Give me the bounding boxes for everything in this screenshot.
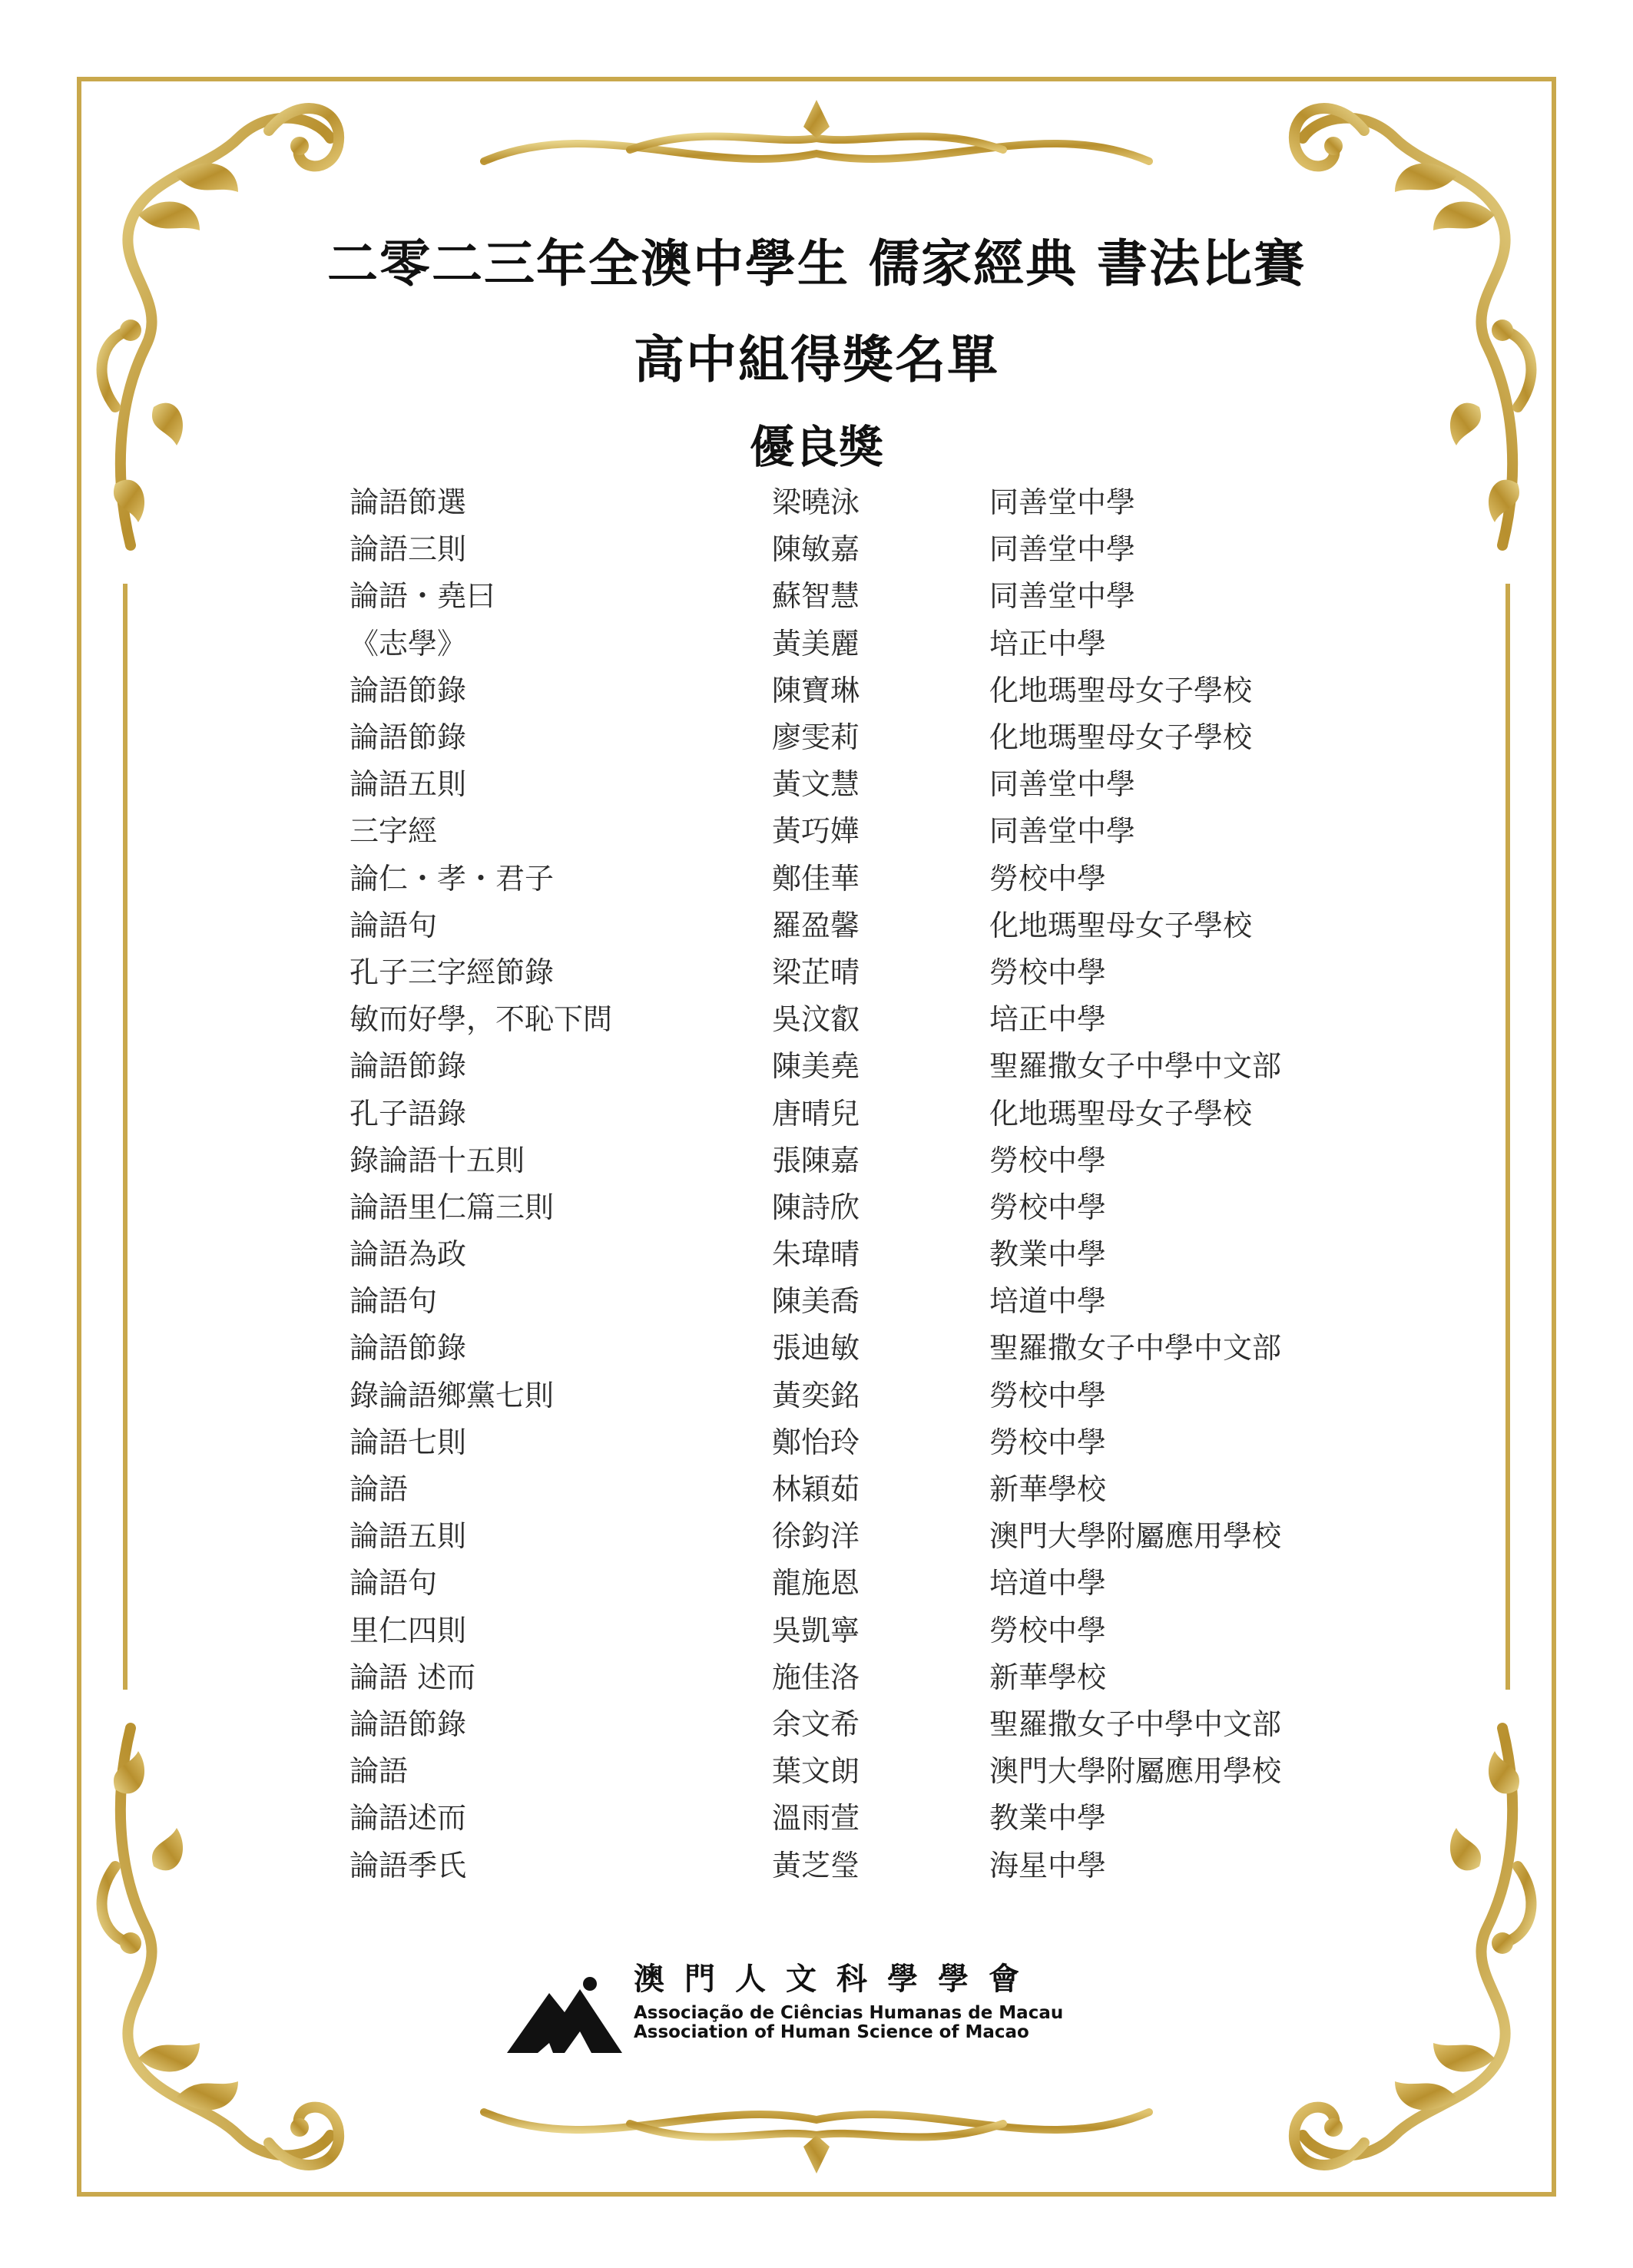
awardee-row bbox=[349, 1792, 1348, 1839]
work-title: 論語句 bbox=[349, 1284, 438, 1319]
work-title: 論語 bbox=[349, 1472, 409, 1507]
student-name: 梁曉泳 bbox=[772, 485, 860, 520]
school-name: 化地瑪聖母女子學校 bbox=[989, 1096, 1253, 1131]
work-title: 論語句 bbox=[349, 1566, 438, 1601]
work-title: 論語為政 bbox=[349, 1237, 467, 1272]
work-title: 論語節錄 bbox=[349, 673, 467, 707]
work-title: 《志學》 bbox=[349, 626, 467, 661]
school-name: 勞校中學 bbox=[989, 1425, 1107, 1459]
work-title: 三字經 bbox=[349, 814, 438, 849]
awardee-row bbox=[349, 1604, 1348, 1651]
student-name: 林穎茹 bbox=[772, 1472, 860, 1507]
student-name: 陳寶琳 bbox=[772, 673, 860, 707]
student-name: 唐晴兒 bbox=[772, 1096, 860, 1131]
top-center-flourish bbox=[476, 92, 1157, 184]
student-name: 陳敏嘉 bbox=[772, 532, 860, 567]
mountain-icon bbox=[507, 1970, 622, 2054]
awardee-row bbox=[349, 523, 1348, 570]
organization-logo bbox=[507, 1955, 1121, 2062]
school-name: 同善堂中學 bbox=[989, 579, 1136, 614]
school-name: 新華學校 bbox=[989, 1472, 1107, 1507]
school-name: 勞校中學 bbox=[989, 1143, 1107, 1177]
awardee-row bbox=[349, 476, 1348, 523]
awardee-row bbox=[349, 1322, 1348, 1369]
student-name: 鄭佳華 bbox=[772, 861, 860, 896]
awardee-row bbox=[349, 1416, 1348, 1463]
student-name: 葉文朗 bbox=[772, 1754, 860, 1789]
work-title: 論語節錄 bbox=[349, 1049, 467, 1084]
school-name: 同善堂中學 bbox=[989, 767, 1136, 802]
student-name: 余文希 bbox=[772, 1707, 860, 1741]
school-name: 化地瑪聖母女子學校 bbox=[989, 720, 1253, 755]
awardee-row bbox=[349, 1181, 1348, 1228]
school-name: 海星中學 bbox=[989, 1848, 1107, 1882]
student-name: 朱瑋晴 bbox=[772, 1237, 860, 1272]
awardee-row bbox=[349, 946, 1348, 993]
awardee-row bbox=[349, 1228, 1348, 1275]
student-name: 廖雯莉 bbox=[772, 720, 860, 755]
awardee-row bbox=[349, 1275, 1348, 1322]
awardee-row bbox=[349, 1463, 1348, 1510]
awardee-row bbox=[349, 1510, 1348, 1557]
student-name: 吳凱寧 bbox=[772, 1613, 860, 1647]
work-title: 錄論語十五則 bbox=[349, 1143, 525, 1177]
school-name: 澳門大學附屬應用學校 bbox=[989, 1519, 1282, 1554]
student-name: 施佳洛 bbox=[772, 1660, 860, 1694]
school-name: 同善堂中學 bbox=[989, 532, 1136, 567]
logo-chinese-name: 澳門人文科學學會 bbox=[634, 1962, 1039, 1997]
student-name: 吳汶叡 bbox=[772, 1002, 860, 1037]
work-title: 敏而好學，不恥下問 bbox=[349, 1002, 613, 1037]
work-title: 論語三則 bbox=[349, 532, 467, 567]
bottom-center-flourish bbox=[476, 2089, 1157, 2181]
work-title: 論語句 bbox=[349, 908, 438, 942]
awardee-row bbox=[349, 664, 1348, 711]
student-name: 陳美堯 bbox=[772, 1049, 860, 1084]
awardee-row bbox=[349, 1839, 1348, 1886]
logo-english-name: Association of Human Science of Macao bbox=[634, 2022, 1029, 2042]
work-title: 論語節錄 bbox=[349, 1331, 467, 1366]
student-name: 羅盈馨 bbox=[772, 908, 860, 942]
work-title: 論語里仁篇三則 bbox=[349, 1190, 555, 1224]
school-name: 培正中學 bbox=[989, 626, 1107, 661]
school-name: 聖羅撒女子中學中文部 bbox=[989, 1049, 1282, 1084]
student-name: 龍施恩 bbox=[772, 1566, 860, 1601]
work-title: 論語節錄 bbox=[349, 720, 467, 755]
work-title: 論語節錄 bbox=[349, 1707, 467, 1741]
work-title: 論語五則 bbox=[349, 1519, 467, 1554]
school-name: 澳門大學附屬應用學校 bbox=[989, 1754, 1282, 1789]
school-name: 培正中學 bbox=[989, 1002, 1107, 1037]
school-name: 培道中學 bbox=[989, 1284, 1107, 1319]
school-name: 勞校中學 bbox=[989, 1613, 1107, 1647]
work-title: 論語節選 bbox=[349, 485, 467, 520]
school-name: 同善堂中學 bbox=[989, 485, 1136, 520]
work-title: 孔子語錄 bbox=[349, 1096, 467, 1131]
awardee-row bbox=[349, 617, 1348, 664]
student-name: 黃美麗 bbox=[772, 626, 860, 661]
student-name: 梁芷晴 bbox=[772, 955, 860, 989]
work-title: 論語季氏 bbox=[349, 1848, 467, 1882]
work-title: 論語述而 bbox=[349, 1801, 467, 1836]
awardee-row bbox=[349, 1651, 1348, 1698]
school-name: 化地瑪聖母女子學校 bbox=[989, 908, 1253, 942]
school-name: 新華學校 bbox=[989, 1660, 1107, 1694]
student-name: 蘇智慧 bbox=[772, 579, 860, 614]
student-name: 溫雨萱 bbox=[772, 1801, 860, 1836]
school-name: 勞校中學 bbox=[989, 1378, 1107, 1412]
school-name: 勞校中學 bbox=[989, 955, 1107, 989]
school-name: 教業中學 bbox=[989, 1801, 1107, 1836]
awardee-row bbox=[349, 1745, 1348, 1792]
work-title: 論仁・孝・君子 bbox=[349, 861, 555, 896]
logo-portuguese-name: Associação de Ciências Humanas de Macau bbox=[634, 2003, 1064, 2023]
school-name: 化地瑪聖母女子學校 bbox=[989, 673, 1253, 707]
work-title: 里仁四則 bbox=[349, 1613, 467, 1647]
student-name: 黃文慧 bbox=[772, 767, 860, 802]
bottom-left-scroll-ornament bbox=[84, 1713, 361, 2189]
student-name: 張迪敏 bbox=[772, 1331, 860, 1366]
work-title: 孔子三字經節錄 bbox=[349, 955, 555, 989]
student-name: 陳美喬 bbox=[772, 1284, 860, 1319]
work-title: 論語 bbox=[349, 1754, 409, 1789]
awardee-row bbox=[349, 1369, 1348, 1416]
awardee-row bbox=[349, 899, 1348, 946]
work-title: 錄論語鄉黨七則 bbox=[349, 1378, 555, 1412]
right-border-line bbox=[1505, 584, 1510, 1690]
awardee-row bbox=[349, 805, 1348, 852]
school-name: 同善堂中學 bbox=[989, 814, 1136, 849]
work-title: 論語七則 bbox=[349, 1425, 467, 1459]
school-name: 培道中學 bbox=[989, 1566, 1107, 1601]
student-name: 黃巧嬅 bbox=[772, 814, 860, 849]
awardee-row bbox=[349, 853, 1348, 899]
left-border-line bbox=[123, 584, 128, 1690]
school-name: 教業中學 bbox=[989, 1237, 1107, 1272]
division-title: 高中組得獎名單 bbox=[634, 330, 999, 389]
work-title: 論語・堯曰 bbox=[349, 579, 496, 614]
school-name: 勞校中學 bbox=[989, 1190, 1107, 1224]
work-title: 論語 述而 bbox=[349, 1660, 476, 1694]
school-name: 勞校中學 bbox=[989, 861, 1107, 896]
school-name: 聖羅撒女子中學中文部 bbox=[989, 1707, 1282, 1741]
awardee-row bbox=[349, 1557, 1348, 1604]
school-name: 聖羅撒女子中學中文部 bbox=[989, 1331, 1282, 1366]
student-name: 張陳嘉 bbox=[772, 1143, 860, 1177]
awardee-row bbox=[349, 1040, 1348, 1087]
awardee-row bbox=[349, 993, 1348, 1040]
awardee-row bbox=[349, 1698, 1348, 1745]
student-name: 黃芝瑩 bbox=[772, 1848, 860, 1882]
awardee-row bbox=[349, 711, 1348, 758]
awardee-row bbox=[349, 1134, 1348, 1181]
awardee-list bbox=[349, 476, 1348, 1886]
student-name: 黃奕銘 bbox=[772, 1378, 860, 1412]
student-name: 鄭怡玲 bbox=[772, 1425, 860, 1459]
awardee-row bbox=[349, 1087, 1348, 1134]
student-name: 徐鈞洋 bbox=[772, 1519, 860, 1554]
awardee-row bbox=[349, 570, 1348, 617]
awardee-row bbox=[349, 758, 1348, 805]
competition-title: 二零二三年全澳中學生 儒家經典 書法比賽 bbox=[327, 234, 1306, 293]
award-heading: 優良獎 bbox=[749, 421, 883, 473]
student-name: 陳詩欣 bbox=[772, 1190, 860, 1224]
work-title: 論語五則 bbox=[349, 767, 467, 802]
